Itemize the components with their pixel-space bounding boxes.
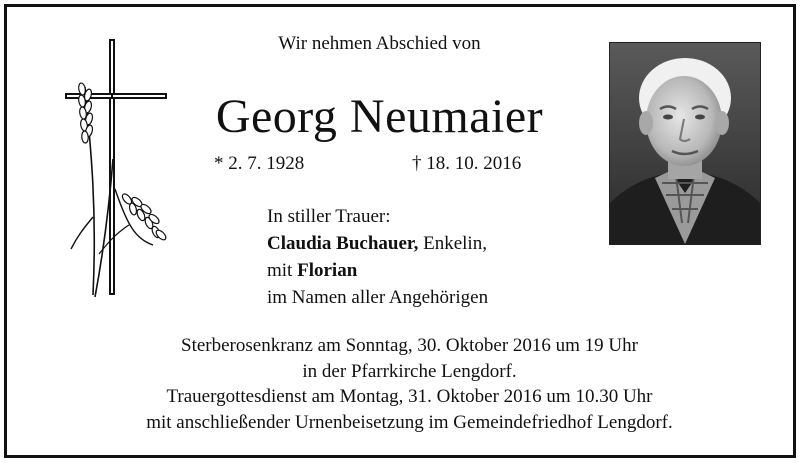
service-line: mit anschließender Urnenbeisetzung im Gemeindefriedhof Lengdorf. [146, 411, 673, 433]
mourner-relation: Enkelin, [418, 233, 487, 254]
service-line: in der Pfarrkirche Lengdorf. [302, 360, 517, 382]
portrait-illustration [610, 43, 760, 244]
death-date: † 18. 10. 2016 [412, 153, 522, 174]
intro-text: Wir nehmen Abschied von [278, 33, 481, 54]
mourners-block [267, 203, 488, 311]
mourner-line [267, 257, 488, 284]
obituary-notice [4, 4, 796, 458]
mourning-closing: im Namen aller Angehörigen [267, 287, 489, 308]
deceased-name: Georg Neumaier [215, 90, 544, 143]
service-line: Sterberosenkranz am Sonntag, 30. Oktober 2016 um 19 Uhr [181, 335, 638, 356]
service-details [7, 333, 800, 435]
mourner-line [267, 230, 488, 257]
mourning-heading: In stiller Trauer: [267, 206, 391, 227]
cross-with-wheat-icon [57, 39, 172, 304]
birth-date: * 2. 7. 1928 [214, 153, 305, 174]
mourner-name: Florian [297, 260, 358, 281]
portrait-photo [609, 42, 761, 245]
mourner-name: Claudia Buchauer, [267, 233, 419, 254]
mourner-prefix: mit [267, 260, 298, 281]
service-line: Trauergottesdienst am Montag, 31. Oktober 2016 um 10.30 Uhr [166, 386, 653, 407]
